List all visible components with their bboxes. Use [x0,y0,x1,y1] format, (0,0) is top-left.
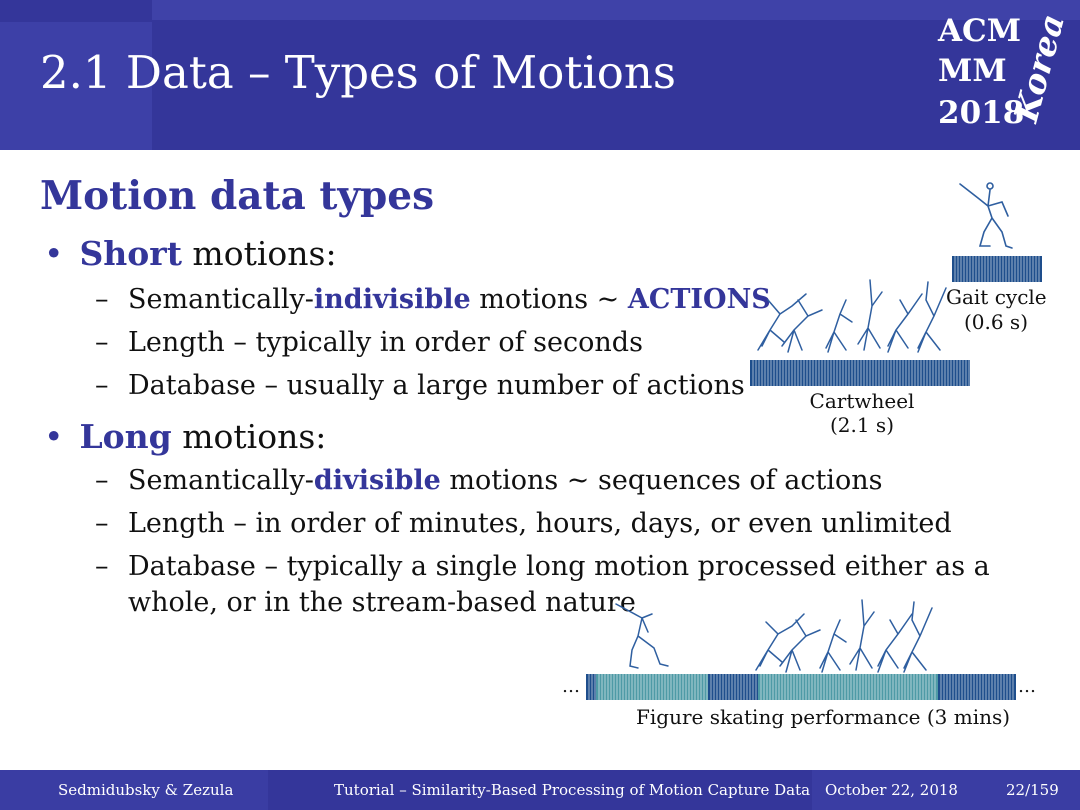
long-item1-a: Semantically- [128,465,314,496]
cartwheel-timeline-bar [750,360,970,386]
short-item2-text: Length – typically in order of seconds [128,327,643,358]
short-keyword: Short [79,234,182,273]
gait-cycle-duration: (0.6 s) [963,310,1029,334]
timeline-segment [596,674,708,700]
footer-authors: Sedmidubsky & Zezula [58,781,234,799]
short-item1-a: Semantically- [128,284,314,315]
logo-line-year: 2018 [938,95,1025,131]
skating-skeletons [616,600,932,672]
footer-page-number: 22/159 [1006,781,1059,799]
cartwheel-figure [748,270,972,390]
long-item-length: – Length – in order of minutes, hours, days, or even unlimited [95,508,952,539]
short-item-length: – Length – typically in order of seconds [95,327,643,358]
short-rest: motions: [181,234,337,273]
short-item1-indivisible: indivisible [313,284,471,315]
short-item-database: – Database – usually a large number of actions [95,370,745,401]
long-item2-text: Length – in order of minutes, hours, days, or even unlimited [128,508,952,539]
skating-ellipsis-right: … [1018,676,1036,697]
cartwheel-label: Cartwheel [809,389,915,413]
bullet-short-motions [44,234,337,273]
skating-ellipsis-left: … [562,676,580,697]
long-rest: motions: [171,417,327,456]
short-item3-text: Database – usually a large number of actions [128,370,745,401]
short-item1-actions: ACTIONS [627,284,771,315]
section-heading: Motion data types [40,173,435,219]
bullet-dot: • [44,234,64,273]
logo-korea-script: Korea [1006,10,1073,127]
timeline-segment [586,674,596,700]
bullet-long-motions [44,417,326,456]
gait-cycle-figure [950,176,1044,284]
skating-timeline-bar [586,674,1016,700]
timeline-segment [708,674,758,700]
slide-title: 2.1 Data – Types of Motions [40,46,676,99]
gait-cycle-label: Gait cycle [946,285,1047,309]
bullet-dot: • [44,417,64,456]
long-item1-c: motions ~ sequences of actions [440,465,883,496]
cartwheel-duration: (2.1 s) [829,413,895,437]
cartwheel-skeletons [758,280,946,352]
gait-skeleton [960,183,1012,248]
logo-line-acm: ACM [938,13,1022,49]
short-item-semantics: – Semantically-indivisible motions ~ ACTIONS [95,284,771,315]
long-item1-divisible: divisible [313,465,441,496]
long-item-semantics: – Semantically-divisible motions ~ sequences of actions [95,465,883,496]
footer-date: October 22, 2018 [825,781,958,799]
skating-label: Figure skating performance (3 mins) [636,705,1011,729]
long-item-database-continued: whole, or in the stream-based nature [128,587,636,618]
long-item3-line1: Database – typically a single long motion processed either as a [128,551,990,582]
long-keyword: Long [79,417,172,456]
figure-skating-figure [586,592,1018,704]
long-item-database: – Database – typically a single long motion processed either as a [95,551,990,582]
footer-tutorial-title: Tutorial – Similarity-Based Processing of Motion Capture Data [334,781,811,799]
logo-line-mm: MM [938,53,1007,89]
short-item1-c: motions ~ [470,284,628,315]
